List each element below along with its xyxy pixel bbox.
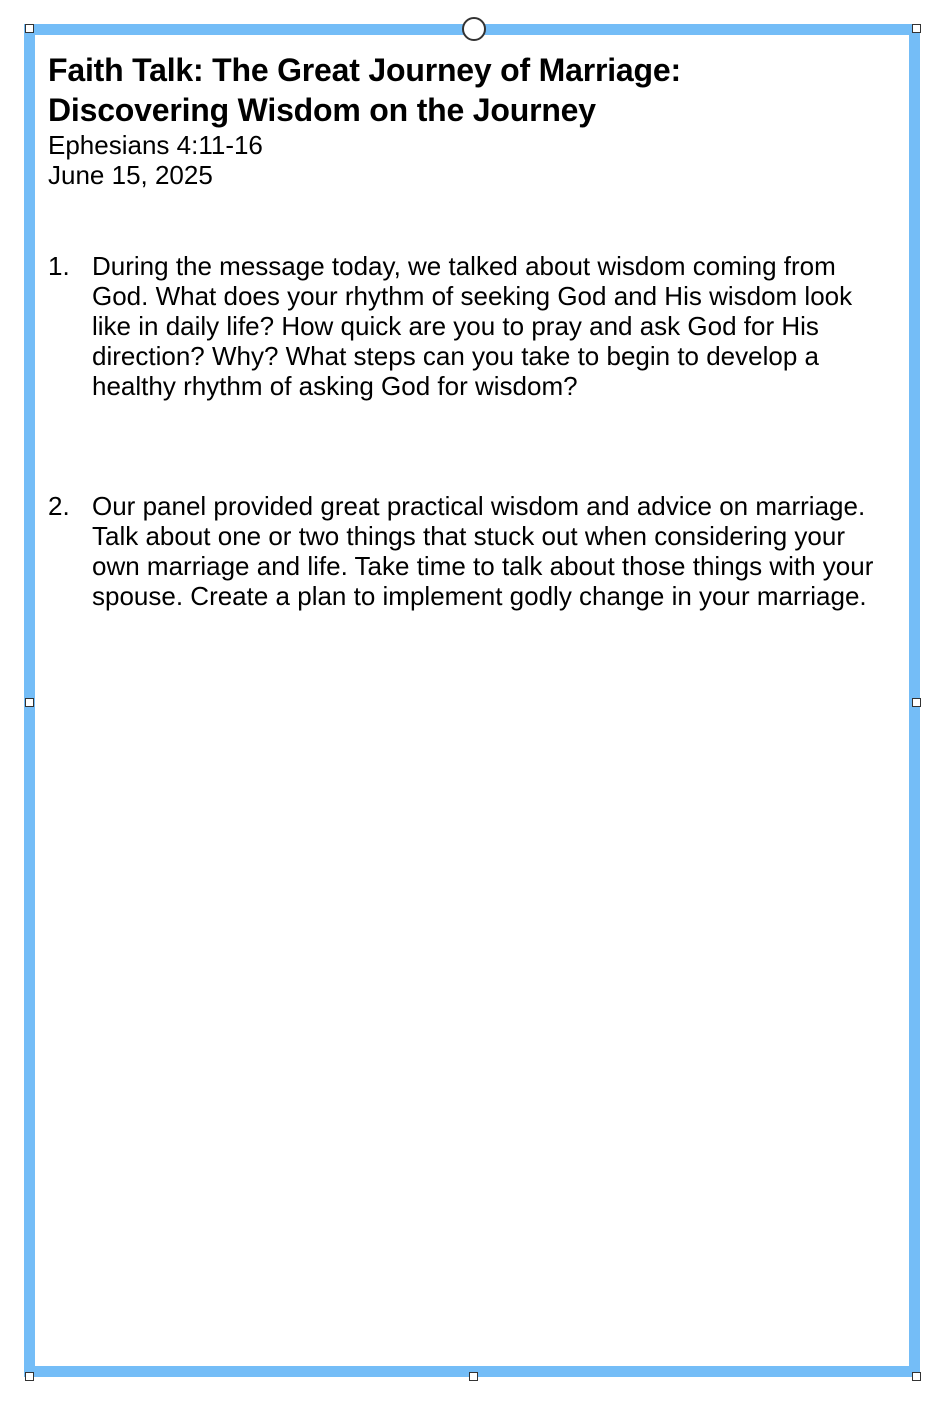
- document-title-line-2: Discovering Wisdom on the Journey: [48, 92, 596, 128]
- question-text: Our panel provided great practical wisdom and advice on marriage. Talk about one or two things that stuck out when considering your own marriage and life. Take time to talk about those things with your spouse. Create a plan to implement godly change in your marriage.: [92, 491, 874, 611]
- question-item: [48, 491, 898, 611]
- rotate-handle[interactable]: [462, 17, 486, 41]
- resize-handle-top-right[interactable]: [912, 24, 921, 33]
- resize-handle-bottom-left[interactable]: [25, 1372, 34, 1381]
- scripture-reference: Ephesians 4:11-16: [48, 130, 263, 160]
- document-header: [48, 50, 898, 190]
- question-number: 2.: [48, 491, 70, 521]
- document-title-line-1: Faith Talk: The Great Journey of Marriage:: [48, 52, 681, 88]
- resize-handle-top-left[interactable]: [25, 24, 34, 33]
- document-date: June 15, 2025: [48, 160, 213, 190]
- resize-handle-middle-left[interactable]: [25, 698, 34, 707]
- resize-handle-bottom-right[interactable]: [912, 1372, 921, 1381]
- question-text: During the message today, we talked about wisdom coming from God. What does your rhythm of seeking God and His wisdom look like in daily life? How quick are you to pray and ask God for His direction? Why? What steps can you take to begin to develop a healthy rhythm of asking God for wisdom?: [92, 251, 853, 401]
- resize-handle-bottom-center[interactable]: [469, 1372, 478, 1381]
- question-item: [48, 251, 898, 401]
- question-number: 1.: [48, 251, 70, 281]
- resize-handle-middle-right[interactable]: [912, 698, 921, 707]
- text-box-selection-frame[interactable]: [24, 24, 920, 1377]
